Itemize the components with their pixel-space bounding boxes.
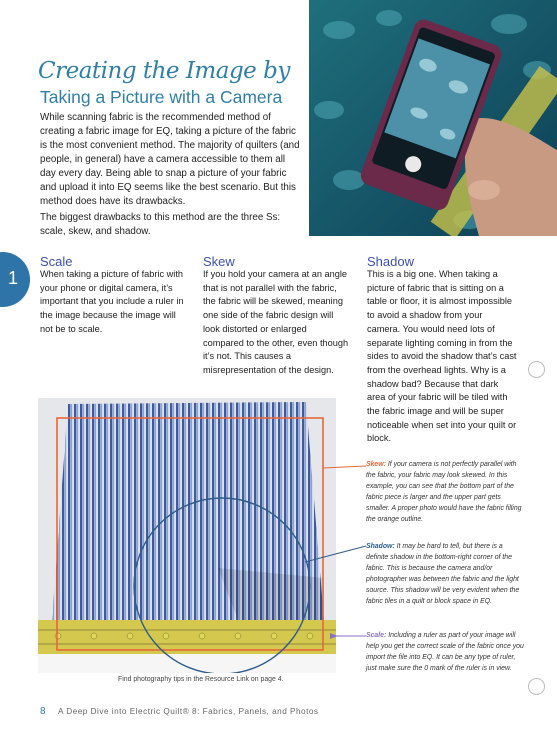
- scale-callout: [366, 630, 524, 674]
- shadow-text: This is a big one. When taking a picture of fabric that is sitting on a table or floor, it is almost impossible to avoid a shadow from your camera. You would need lots of separate lighting coming in from the sides to avoid the shadow that’s cast from the overhead lights. Why is a shadow bad? Because that dark area of your fabric will be tiled with the fabric image and will be super noticeable when set into your quilt or block.: [367, 269, 517, 444]
- scale-text: When taking a picture of fabric with your phone or digital camera, it’s important that you include a ruler in the image because the image will not be to scale.: [40, 269, 184, 334]
- photo-caption: Find photography tips in the Resource Link on page 4.: [118, 676, 284, 683]
- margin-hole-top: [528, 361, 545, 378]
- skew-text: If you hold your camera at an angle that is not parallel with the fabric, the fabric will be skewed, meaning one side of the fabric design will look distorted or enlarged compared to the other, even though it’s not. This causes a misrepresentation of the design.: [203, 269, 349, 375]
- chapter-tab-number: 1: [8, 268, 19, 288]
- footer-page-number: 8: [40, 706, 46, 717]
- skew-heading: Skew: [203, 254, 235, 269]
- callout-connectors: [300, 450, 370, 650]
- footer-book-title: A Deep Dive into Electric Quilt® 8: Fabrics, Panels, and Photos: [58, 707, 319, 716]
- intro-paragraph-1: While scanning fabric is the recommended method of creating a fabric image for EQ, taking a picture of the fabric is the most convenient method. The majority of quilters (and people, in general) have a camera accessible to them all day every day. Being able to snap a picture of your fabric and upload it into EQ seems like the best scenario. But this method does have its drawbacks.: [40, 112, 300, 207]
- shadow-callout-label: Shadow:: [366, 543, 395, 550]
- phone-photo: [309, 0, 557, 236]
- margin-hole-bottom: [528, 678, 545, 695]
- scale-callout-label: Scale:: [366, 632, 387, 639]
- scale-callout-text: Including a ruler as part of your image will help you get the correct scale of the fabric once you import the file into EQ. It can be any type of ruler, just make sure the 0 mark of the ruler is in view.: [366, 632, 524, 672]
- skew-callout-text: If your camera is not perfectly parallel with the fabric, your fabric may look skewed. In this example, you can see that the bottom part of the fabric piece is larger and the upper part gets smaller. A proper photo would have the fabric filling the orange outline.: [366, 461, 522, 523]
- title-script: Creating the Image by: [38, 58, 290, 84]
- scale-heading: Scale: [40, 254, 73, 269]
- subtitle: Taking a Picture with a Camera: [40, 87, 283, 107]
- skew-callout: [366, 459, 524, 525]
- skew-callout-label: Skew:: [366, 461, 386, 468]
- intro-paragraph-2: The biggest drawbacks to this method are the three Ss: scale, skew, and shadow.: [40, 212, 281, 237]
- shadow-callout: [366, 541, 524, 607]
- shadow-callout-text: It may be hard to tell, but there is a definite shadow in the bottom-right corner of the fabric. This is because the camera and/or photographer was between the fabric and the light source. This shadow will be very evident when the fabric tiles in a quilt or block space in EQ.: [366, 543, 520, 605]
- fabric-photo: [38, 398, 336, 673]
- shadow-heading: Shadow: [367, 254, 414, 269]
